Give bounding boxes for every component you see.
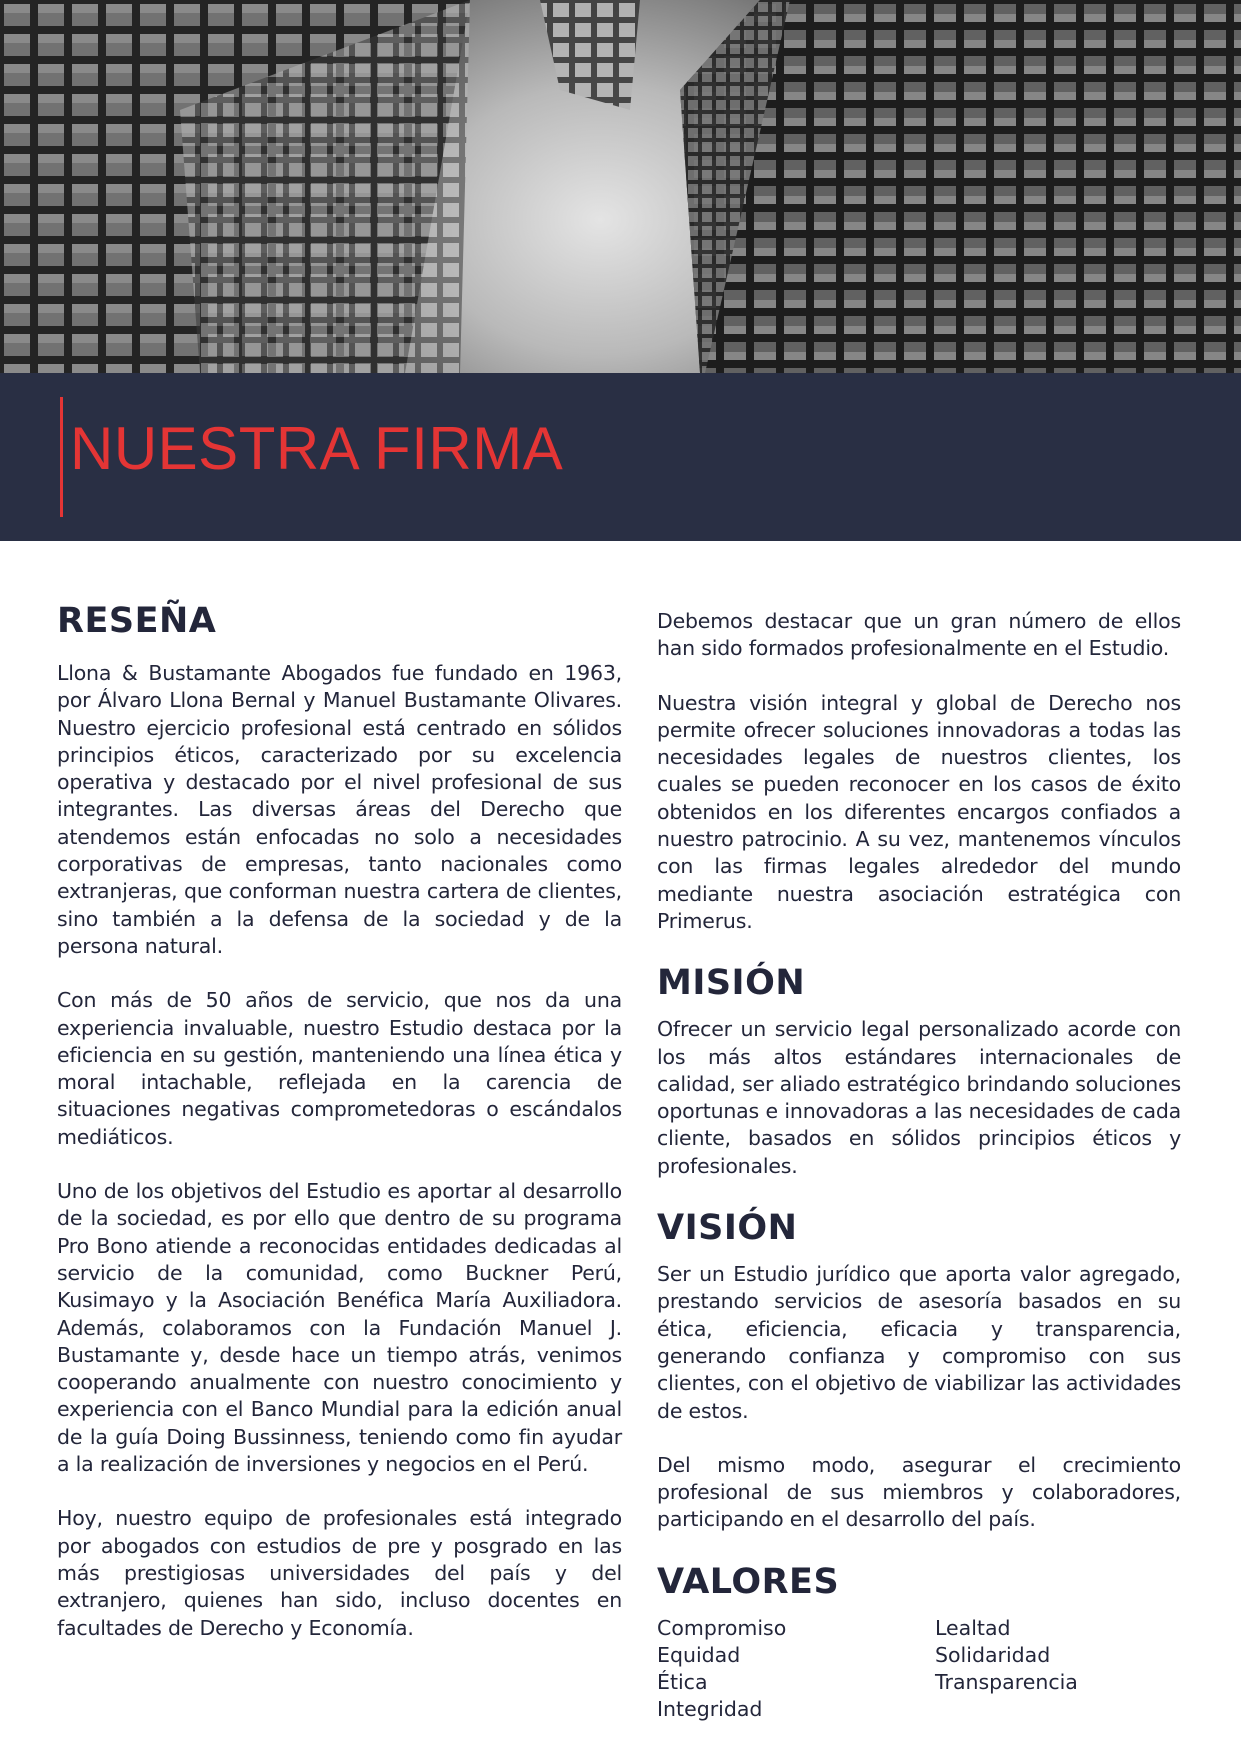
vision-paragraph-1: Ser un Estudio jurídico que aporta valor agregado, prestando servicios de asesoría basados en su ética, eficiencia, eficacia y transparencia, generando confianza y compromiso con sus clientes, con el objetivo de viabilizar las actividades de estos. [657,1262,1181,1423]
valores-heading: VALORES [657,1561,840,1602]
accent-rule [60,397,63,517]
value-item: Solidaridad [935,1642,1051,1667]
page-title: NUESTRA FIRMA [70,415,564,482]
right-column [657,608,1181,1723]
resena-paragraph-3: Uno de los objetivos del Estudio es aportar al desarrollo de la sociedad, es por ello que dentro de su programa Pro Bono atiende a reconocidas entidades dedicadas al servicio de la comunidad, como Buckner Perú, Kusimayo y la Asociación Benéfica María Auxiliadora. Además, colaboramos con la Fundación Manuel J. Bustamante y, desde hace un tiempo atrás, venimos cooperando anualmente con nuestro conocimiento y experiencia con el Banco Mundial para la edición anual de la guía Doing Bussinness, teniendo como fin ayudar a la realización de inversiones y negocios en el Perú. [57,1179,622,1477]
value-item: Integridad [657,1696,763,1721]
left-column [57,600,622,1669]
resena-paragraph-1: Llona & Bustamante Abogados fue fundado en 1963, por Álvaro Llona Bernal y Manuel Bustamante Olivares. Nuestro ejercicio profesional está centrado en sólidos principios éticos, caracterizado por su excelencia operativa y destacado por el nivel profesional de sus integrantes. Las diversas áreas del Derecho que atendemos están enfocadas no solo a necesidades corporativas de empresas, tanto nacionales como extranjeras, que conforman nuestra cartera de clientes, sino también a la defensa de la sociedad y de la persona natural. [57,661,622,958]
resena-paragraph-6: Nuestra visión integral y global de Derecho nos permite ofrecer soluciones innovadoras a todas las necesidades legales de nuestros clientes, los cuales se pueden reconocer en los casos de éxito obtenidos en los diferentes encargos confiados a nuestro patrocinio. A su vez, mantenemos vínculos con las firmas legales alrededor del mundo mediante nuestra asociación estratégica con Primerus. [657,690,1181,933]
value-item: Equidad [657,1642,741,1667]
title-band [0,373,1241,541]
resena-paragraph-4: Hoy, nuestro equipo de profesionales está integrado por abogados con estudios de pre y posgrado en las más prestigiosas universidades del país y del extranjero, quienes han sido, incluso docentes en facultades de Derecho y Economía. [57,1506,622,1640]
values-list [657,1615,1181,1723]
value-item: Lealtad [935,1615,1011,1640]
resena-paragraph-2: Con más de 50 años de servicio, que nos da una experiencia invaluable, nuestro Estudio destaca por la eficiencia en su gestión, manteniendo una línea ética y moral intachable, reflejada en la carencia de situaciones negativas comprometedoras o escándalos mediáticos. [57,988,622,1149]
value-item: Compromiso [657,1615,787,1640]
mision-text: Ofrecer un servicio legal personalizado acorde con los más altos estándares internacionales de calidad, ser aliado estratégico brindando soluciones oportunas e innovadoras a las necesidades de cada cliente, basados en sólidos principios éticos y profesionales. [657,1017,1181,1178]
resena-heading: RESEÑA [57,601,217,641]
vision-paragraph-2: Del mismo modo, asegurar el crecimiento profesional de sus miembros y colaboradores, participando en el desarrollo del país. [657,1452,1181,1532]
skyscrapers-illustration [0,0,1241,373]
value-item: Transparencia [935,1669,1078,1694]
resena-paragraph-5: Debemos destacar que un gran número de ellos han sido formados profesionalmente en el Estudio. [657,609,1181,661]
value-item: Ética [657,1669,708,1694]
mision-heading: MISIÓN [657,963,806,1004]
hero-photo [0,0,1241,373]
vision-heading: VISIÓN [657,1208,798,1249]
